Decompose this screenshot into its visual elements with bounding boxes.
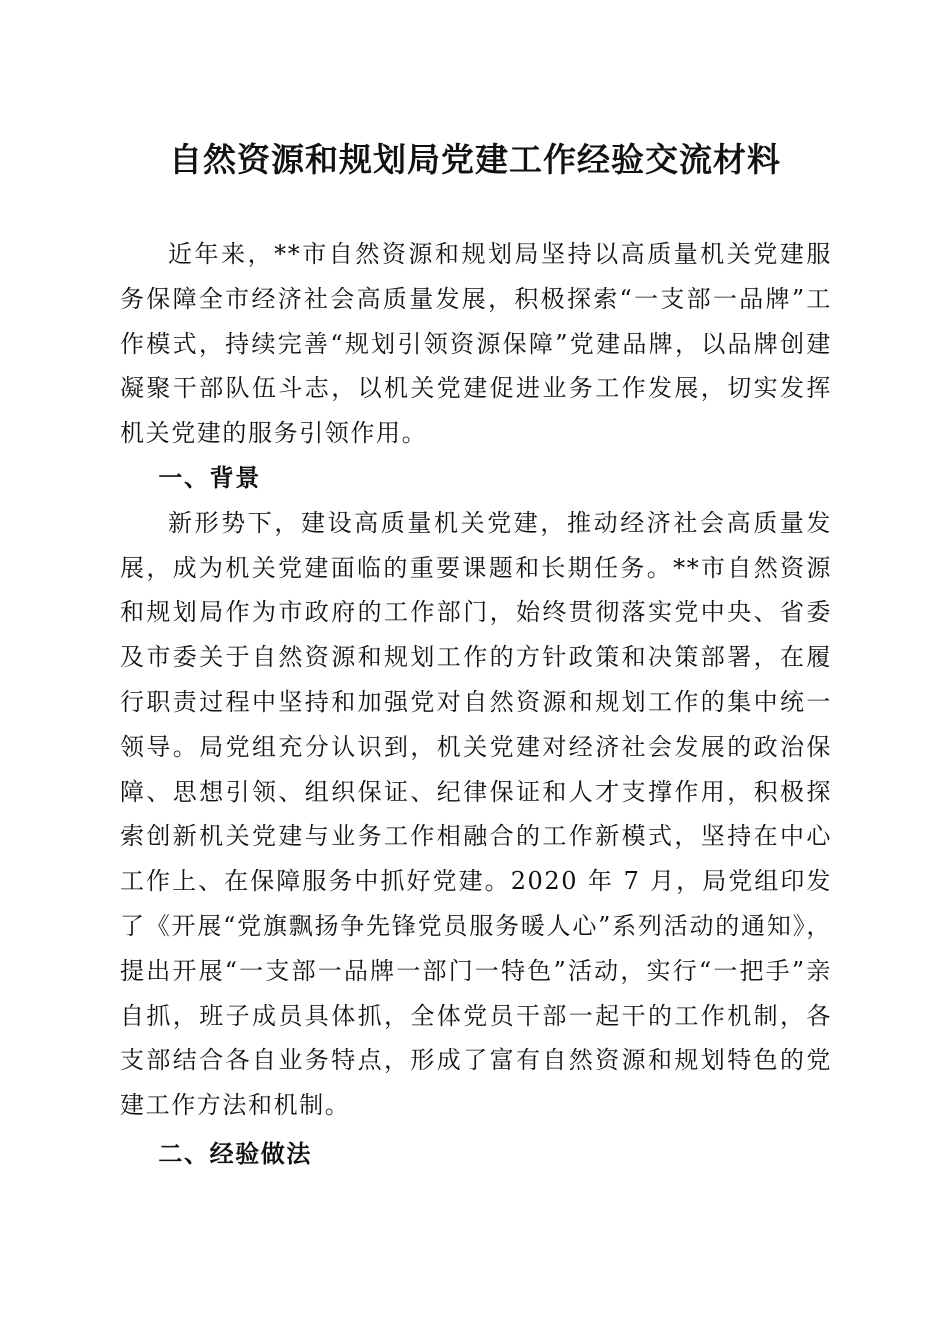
document-title: 自然资源和规划局党建工作经验交流材料 — [169, 140, 781, 179]
section-heading-background: 一、背景 — [158, 463, 261, 492]
background-paragraph: 新形势下，建设高质量机关党建，推动经济社会高质量发展，成为机关党建面临的重要课题和长期任务。**市自然资源和规划局作为市政府的工作部门，始终贯彻落实党中央、省委及市委关于自然资源和规划工作的方针政策和决策部署，在履行职责过程中坚持和加强党对自然资源和规划工作的集中统一领导。局党组充分认识到，机关党建对经济社会发展的政治保障、思想引领、组织保证、纪律保证和人才支撑作用，积极探索创新机关党建与业务工作相融合的工作新模式，坚持在中心工作上、在保障服务中抓好党建。2020 年 7 月，局党组印发了《开展“党旗飘扬争先锋党员服务暖人心”系列活动的通知》，提出开展“一支部一品牌一部门一特色”活动，实行“一把手”亲自抓，班子成员具体抓，全体党员干部一起干的工作机制，各支部结合各自业务特点，形成了富有自然资源和规划特色的党建工作方法和机制。 — [120, 508, 832, 1120]
document-body — [120, 232, 832, 1177]
section-heading-experience: 二、经验做法 — [158, 1139, 312, 1168]
intro-paragraph: 近年来，**市自然资源和规划局坚持以高质量机关党建服务保障全市经济社会高质量发展，积极探索“一支部一品牌”工作模式，持续完善“规划引领资源保障”党建品牌，以品牌创建凝聚干部队伍斗志，以机关党建促进业务工作发展，切实发挥机关党建的服务引领作用。 — [120, 240, 832, 448]
